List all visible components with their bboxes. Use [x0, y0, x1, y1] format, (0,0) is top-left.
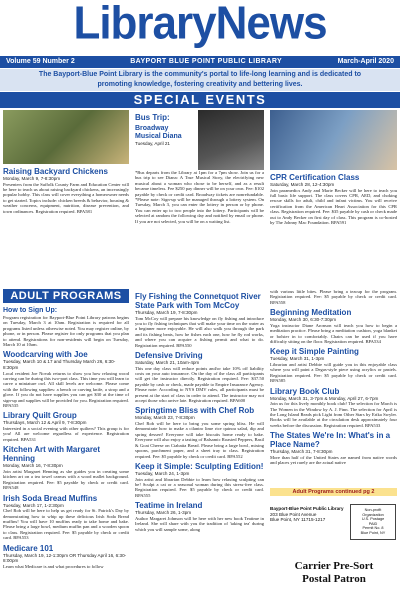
masthead: [0, 0, 400, 58]
article-title-medicare: Medicare 101: [3, 543, 54, 553]
article-title-states: The States We're In: What's in a Place Name?: [270, 431, 391, 450]
article-body-medicare: Learn what Medicare is and what procedures to follow: [3, 563, 104, 569]
column-3-lower: [270, 289, 397, 466]
article-title-kitchen: Kitchen Art with Margaret Henning: [3, 445, 101, 464]
article-body-cpr: Join paramedics Andy and Marie Becker will be here to teach you full basic life support. The class covers CPR, AED, and choking rescue skills for adult, child and infant victims. You will receive certification from the American Heart Association for this CPR class. Registration required. Fee: $35 payable by cash or check made out to Andy Becker on first day of class. This program is co-hosted by The Johnny Mac Foundation. BPA591: [270, 187, 397, 226]
article-body-driving: This one day class will reduce points and/or take 10% off liability costs on your auto insurance. On the day of the class all participants will get the instructor directly. Registration required. Fee: $37.50 payable by cash or check, made payable to Empire Insurance Agency. Please note: According to NYS DMV rules, all participants must be present at the start of class in order to attend. The instructor may not accept those who arrive late. Registration required. BPA600: [135, 365, 264, 404]
special-events-banner: SPECIAL EVENTS: [0, 92, 400, 108]
article-title-quilt: Library Quilt Group: [3, 411, 77, 421]
chickens-photo: [3, 110, 129, 164]
article-meta-medicare: Thursday, March 19, 12-1:30pm OR Thursday April 16, 6:30-8:00pm: [3, 552, 127, 564]
column-2: [135, 110, 264, 224]
postage-line: PAID: [368, 521, 378, 526]
article-meta-woodcarving: Tuesday, March 10 & 17 and Thursday March 26, 6:30-8:30pm: [3, 359, 116, 371]
article-meta-bliss: Monday, March 23, 7-8:30pm: [135, 415, 195, 421]
article-body-bustrip: *Bus departs from the Library at 1pm for a 7pm show. Join us for a bus trip to see Diana: A True Musical Story, the electrifying new musical about a woman who chose to be herself, and as a result became timeless. Fee $250 pay dinner will be on your own. Fee: $102 payable by check or credit card. Broadway tickets are nonrefundable. *Please note: Sign-up will be managed through a lottery system. On Tuesday, March 3, you can enter the lottery in person or by phone. You can enter up to two people into the lottery. Participants will be selected at random the following day and notified by email or phone. If you are not selected, you will be on a waiting list.: [135, 170, 264, 224]
title-library: Library: [73, 0, 216, 50]
continued-note: Adult Programs continued pg 2: [270, 488, 397, 496]
article-body-fishing: Tom McCoy will prepare his knowledge on fly fishing and introduce you to fly fishing techniques that will make your time on the water as a beginner more enjoyable. He will also walk you through the park and its fishing beats, how he fishes each one, how he fly rod works, and where you can acquire a fishing permit and what to do. Registration required. BPA550: [135, 315, 264, 348]
article-body-sculpting: Join artist and librarian Debbie to learn how relaxing sculpting can be! Sculpt a cat or a seasonal woman during this stress-free class. Registration required. Fee: $5 payable by check or credit card. BPA555: [135, 476, 264, 498]
postage-indicia: [350, 504, 396, 540]
carrier-line-1: Carrier Pre-Sort: [294, 560, 374, 572]
carrier-presort: [270, 560, 398, 586]
article-title-soda: Irish Soda Bread Muffins: [3, 493, 98, 503]
article-body-kitchen: Join artist Margaret Henning as she guides you in creating some kitchen art on a tea towel canvas with a wood mallet background. Registration required. Fee: $5 payable by check or credit card. BPA548: [3, 468, 129, 491]
article-title-painting: Keep it Simple Painting: [270, 347, 359, 357]
article-title-chickens: Raising Backyard Chickens: [3, 167, 108, 176]
article-meta-states: Thursday, March 31, 7-8:30pm: [270, 449, 333, 455]
postage-line: Blue Point, NY: [360, 530, 386, 535]
cpr-photo: [270, 110, 397, 170]
article-body-soda: Chef Rob will be here to help us get ready for St. Patrick's Day by demonstrating how to whip up these delicious Irish Soda Bread muffins! You will have 10 muffins ready to take home and bake. Please bring a large bowl, medium muffin pan and a wooden spoon to class. Registration required. Fee: $5 payable by check or credit card. BPA553: [3, 508, 129, 541]
article-meta-fishing: Thursday, March 19, 7-8:30pm: [135, 310, 198, 315]
article-body-bliss: Chef Rob will be here to bring you some spring bliss. He will demonstrate how to make a cilantro lime rice quinoa salad, dip and spring dessert! Everyone will take biscuits home ready to bake. Everyone will also enjoy a tasting of Balsamic Roasted Peppers, Basil & Goat Cheese on Ciabatta Bread. Please bring a large bowl, mixing spoons, parchment paper, and a sheet tray to class. Registration required. Fee: $5 payable by check or credit card. BPA552: [135, 421, 264, 459]
article-title-meditation: Beginning Meditation: [270, 308, 352, 318]
article-meta-bustrip: Tuesday, April 21: [135, 141, 170, 146]
carrier-line-2: Postal Patron: [302, 573, 366, 585]
article-body-teatime: Author Margaret Johnson will be here with her new book Teatime in Ireland. She will share with you the tradition of 'taking tea' during which you will sample some, along: [135, 515, 264, 532]
column-2-lower: [135, 289, 264, 532]
article-body-quilt: Interested in a social evening with other quilters? This group is for you! All are welcome regardless of experience. Registration required. BPA531: [3, 426, 129, 442]
title-news: News: [215, 0, 327, 50]
newsletter-title: [0, 0, 400, 49]
postage-line: Permit No. 8: [362, 526, 384, 531]
article-body-woodcarving: Local resident Joe Novak returns to show you how relaxing wood carving can be during this two-part class. This time you will learn to carve a miniature owl. All skill levels are welcome. Please come with the following supplies: a bench or carving knife, a strop and a glove. If you do not have supplies you can get $30 at the time of sign-up and supplies will be provided for you. Registration required. BPA535: [3, 370, 129, 409]
postage-line: Non-profit: [364, 508, 382, 512]
article-meta-painting: Tuesday, March 31, 1-3pm: [270, 356, 325, 362]
return-address: [270, 506, 345, 523]
postage-line: U.S. Postage: [361, 517, 385, 522]
article-title-signup: How to Sign Up:: [3, 307, 58, 314]
article-meta-kitchen: Monday, March 16, 7-8:30pm: [3, 463, 63, 469]
article-title-driving: Defensive Driving: [135, 351, 203, 361]
article-body-painting: Librarian and artist Debbie will guide you in this enjoyable class where you will paint a Degas-style piece using acrylics or pastels. Registration required. Fee: $5 payable by check or credit card. BPA585: [270, 362, 397, 384]
article-title-teatime: Teatime in Ireland: [135, 501, 203, 511]
article-meta-bookclub: Monday, March 31, 3-7pm & Monday, April 27, 6-7pm: [270, 395, 379, 401]
article-meta-meditation: Monday, March 30, 6:30-7:30pm: [270, 317, 337, 323]
article-body-signup: Program registration for Bayport-Blue Point Library patrons begins on Tuesday, March 3 at 10am. Registration is required for all programs listed unless otherwise noted. You may register online, by phone, or in person. Please register for only programs that you plan to attend. Registrations for non-residents will begin on Tuesday, March 10 at 10am.: [3, 315, 129, 348]
mailing-panel: [270, 500, 398, 604]
column-3: [270, 110, 397, 225]
article-body-chickens: Presenters from the Suffolk County Farm and Education Center will be here to teach us about raising backyard chickens, an increasingly popular hobby. This class will cover everything a homeowner needs to get started. Topics include: chicken breeds & behavior, housing & weather concerns, equipment, nutrition, disease prevention, and town ordinances. Registration required. BPA581: [3, 181, 129, 214]
article-meta-quilt: Thursdays, March 12 & April 9, 7-8:30pm: [3, 420, 87, 426]
column-1: [3, 110, 129, 214]
mailer-city: Blue Point, NY 11715-1217: [270, 517, 326, 523]
article-title-cpr: CPR Certification Class: [270, 173, 360, 182]
article-body-states: More than half of the United States are named from native words and places yet rarely are the actual native: [270, 454, 397, 466]
article-meta-chickens: Monday, March 9, 7-8:30pm: [3, 176, 61, 181]
adult-programs-banner: ADULT PROGRAMS: [3, 289, 129, 303]
article-title-woodcarving: Woodcarving with Joe: [3, 350, 88, 360]
article-meta-cpr: Saturday, March 28, 12-4:30pm: [270, 182, 335, 187]
issue-date: March-April 2020: [337, 58, 394, 65]
mission-statement: [0, 69, 400, 91]
article-title-sculpting: Keep it Simple: Sculpting Edition!: [135, 461, 264, 471]
volume-label: Volume 59 Number 2: [6, 58, 75, 65]
article-body-meditation: Yoga instructor Diane Aronson will teach you how to begin a meditation practice. Please bring a meditation cushion, yoga blanket or bolster in to comfortably. Chairs can be used if you have difficulty sitting on the floor. Registration required. BPA534: [270, 322, 397, 345]
mission-line-1: The Bayport-Blue Point Library is the community's portal to life-long learning and is dedicated to: [38, 71, 362, 78]
article-subtitle-bustrip: Broadway Musical Diana: [135, 125, 182, 140]
article-body-teatime-cont: with various little bites. Please bring a teacup for the program. Registration required. Fee: $5 payable by check or credit card. BPA558: [270, 289, 397, 305]
masthead-subbar: [0, 56, 400, 68]
mailer-street: 203 Blue Point Avenue: [270, 511, 317, 517]
article-meta-sculpting: Tuesday, March 24, 1-3pm: [135, 470, 190, 476]
article-meta-soda: Tuesday, March 17, 1-2:30pm: [3, 502, 64, 508]
column-1-adult: [3, 304, 129, 569]
article-meta-teatime: Thursday, March 26, 1-3pm: [135, 510, 192, 516]
mailer-name: Bayport-Blue Point Public Library: [270, 506, 344, 511]
article-title-fishing: Fly Fishing the Connetquot River State Park with Tom McCoy: [135, 292, 261, 310]
article-title-bookclub: Library Book Club: [270, 386, 340, 396]
article-meta-driving: Saturday, March 21, 10am-4pm: [135, 360, 200, 366]
diana-photo: [198, 110, 264, 170]
postage-line: Organization: [362, 512, 384, 517]
article-title-bustrip: Bus Trip:: [135, 113, 170, 122]
article-title-bliss: Springtime Bliss with Chef Rob: [135, 406, 255, 416]
article-body-bookclub: Join us for this lively monthly book club! The selection for March is The Women in the Window by A. J. Finn. The selection for April is the Long Island Reads pick Light from Other Stars by Erika Swyler. Books will be available at the circulation desk approximately four weeks before the discussion. Registration required. BPA533: [270, 401, 397, 428]
mission-line-2: promoting knowledge, fostering creativity and bettering lives.: [97, 81, 303, 88]
library-name: BAYPORT BLUE POINT PUBLIC LIBRARY: [130, 58, 283, 65]
